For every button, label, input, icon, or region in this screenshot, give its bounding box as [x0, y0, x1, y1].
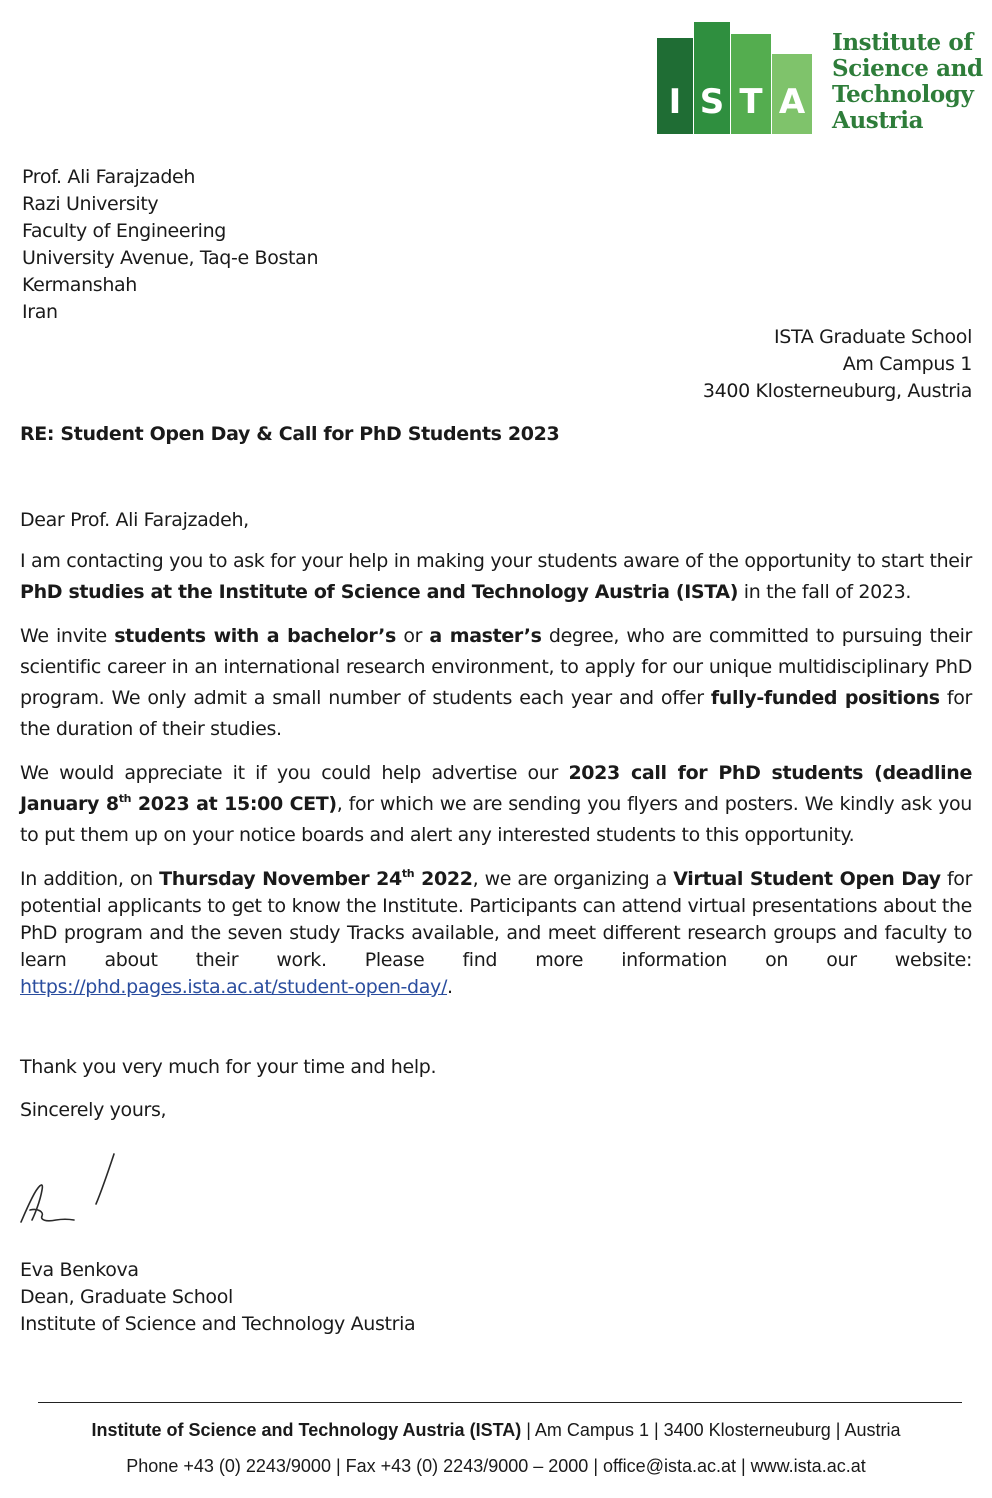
recipient-line: Iran: [22, 301, 58, 323]
logo-bar-i: [657, 38, 693, 134]
logo-line: Austria: [832, 107, 924, 134]
paragraph-3: [20, 758, 972, 851]
text: for potential applicants to get to know the Institute. Participants can attend virtual presentations about the PhD program and the seven study Tracks available, and meet different research groups and faculty to learn about their work. Please find more information on our website:: [20, 868, 973, 971]
bold-text: 2023 at 15:00 CET): [131, 793, 337, 815]
closing-line: Sincerely yours,: [20, 1099, 167, 1121]
text: , we are organizing a: [472, 868, 674, 890]
text: .: [447, 976, 453, 998]
bold-text: students with a bachelor’s: [114, 625, 396, 647]
bold-text: fully-funded positions: [710, 687, 940, 709]
footer-institution: Institute of Science and Technology Austria (ISTA): [91, 1420, 522, 1440]
footer-address: [0, 1420, 992, 1441]
logo-bar-a: [772, 54, 812, 134]
recipient-address: [22, 164, 318, 326]
signatory-block: [20, 1257, 415, 1338]
logo-bar-t: [731, 34, 771, 134]
sender-address: [703, 324, 972, 405]
logo-letter-i: I: [668, 82, 682, 122]
footer-contact: Phone +43 (0) 2243/9000 | Fax +43 (0) 2243/9000 – 2000 | office@ista.ac.at | www.ista.ac.at: [126, 1456, 866, 1476]
bold-text: Thursday November 24: [159, 868, 402, 890]
sender-line: 3400 Klosterneuburg, Austria: [702, 380, 972, 402]
footer-divider: [38, 1402, 962, 1403]
footer-address-text: | Am Campus 1 | 3400 Klosterneuburg | Austria: [521, 1420, 901, 1440]
logo-line: Science and: [832, 55, 983, 82]
recipient-line: Razi University: [22, 193, 159, 215]
bold-text: a master’s: [429, 625, 542, 647]
paragraph-1: [20, 546, 972, 608]
text: We invite: [20, 625, 115, 647]
recipient-line: Prof. Ali Farajzadeh: [22, 166, 196, 188]
logo-wordmark: [832, 30, 983, 134]
logo-letter-t: T: [739, 82, 763, 122]
superscript: th: [401, 867, 415, 880]
open-day-link[interactable]: https://phd.pages.ista.ac.at/student-open-day/: [20, 976, 447, 998]
text: in the fall of 2023.: [738, 581, 912, 603]
text: degree, who are committed to pursuing their scientific career in an international research environment, to apply for our unique multidisciplinary PhD program. We only admit a small number of students each year and offer: [20, 625, 973, 709]
bold-text: 2022: [414, 868, 473, 890]
logo-bars: [657, 22, 819, 134]
bold-text: 2023 call for PhD students (deadline January 8: [20, 762, 972, 815]
text: for the duration of their studies.: [20, 687, 972, 740]
logo-line: Institute of: [832, 29, 973, 56]
signatory-title: Dean, Graduate School: [20, 1286, 233, 1308]
sender-line: ISTA Graduate School: [773, 326, 972, 348]
signatory-name: Eva Benkova: [20, 1259, 139, 1281]
paragraph-4: [20, 866, 972, 1001]
subject-line: RE: Student Open Day & Call for PhD Students 2023: [20, 423, 560, 445]
logo-letter-a: A: [778, 82, 806, 122]
text: or: [396, 625, 430, 647]
text: I am contacting you to ask for your help in making your students aware of the opportunity to start their: [20, 550, 972, 572]
sender-line: Am Campus 1: [842, 353, 972, 375]
salutation: Dear Prof. Ali Farajzadeh,: [20, 509, 249, 531]
paragraph-2: [20, 621, 972, 745]
recipient-line: University Avenue, Taq-e Bostan: [22, 247, 319, 269]
text: We would appreciate it if you could help advertise our: [20, 762, 569, 784]
text: , for which we are sending you flyers and posters. We kindly ask you to put them up on your notice boards and alert any interested students to this opportunity.: [20, 793, 972, 846]
signature-image: [18, 1150, 118, 1230]
text: In addition, on: [20, 868, 160, 890]
recipient-line: Kermanshah: [22, 274, 137, 296]
bold-text: PhD studies at the Institute of Science and Technology Austria (ISTA): [20, 581, 739, 603]
superscript: th: [118, 792, 132, 805]
logo-line: Technology: [832, 81, 974, 108]
thanks-line: Thank you very much for your time and help.: [20, 1056, 437, 1078]
logo-letter-s: S: [699, 82, 725, 122]
signatory-institution: Institute of Science and Technology Austria: [20, 1313, 416, 1335]
recipient-line: Faculty of Engineering: [22, 220, 226, 242]
logo-bar-s: [694, 22, 730, 134]
bold-text: Virtual Student Open Day: [673, 868, 941, 890]
